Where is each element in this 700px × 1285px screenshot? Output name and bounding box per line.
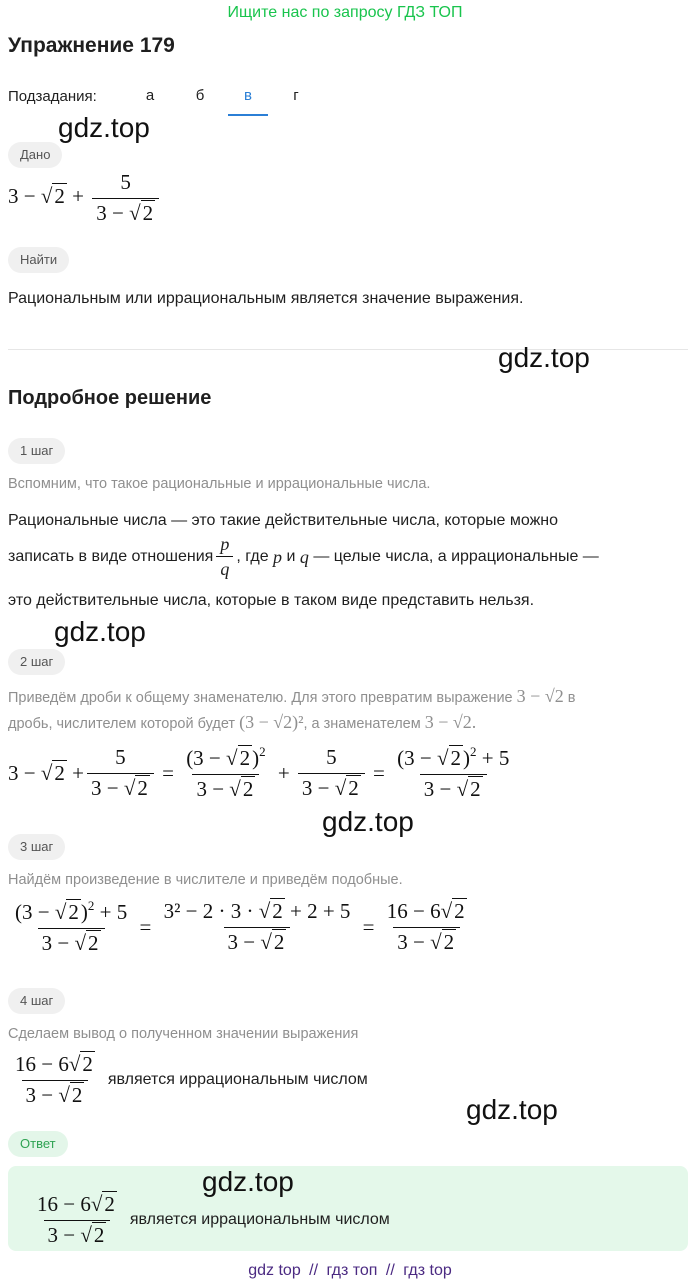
step1-chip: 1 шаг [8, 438, 65, 464]
plus-sign: + [72, 183, 84, 208]
footer-link-gdz-top-mixed[interactable]: гдз top [403, 1262, 452, 1279]
step1-line2: записать в виде отношения $\frac{p}{q}$ , где p и q — целые числа, а иррациональные — [8, 534, 599, 579]
tab-v[interactable]: в [228, 80, 268, 116]
step2-equation: 3 − √2 + $\frac{5}{3 - √2}$ = $\frac{(3 - √2)^2}{3 - √2}$ + $\frac{5}{3 - √2}$ = $\frac{(3 - √2)^2 + 5}{3 - √2}$ [8, 744, 510, 801]
watermark: gdz.top [202, 1166, 294, 1197]
watermark: gdz.top [322, 806, 414, 837]
tab-g[interactable]: г [293, 87, 299, 104]
step2-hint2: дробь, числителем которой будет (3 − √2)², а знаменателем 3 − √2. [8, 712, 477, 732]
find-chip: Найти [8, 247, 69, 273]
promo-banner: Ищите нас по запросу ГДЗ ТОП [227, 4, 463, 21]
subtabs-label: Подзадания: [8, 88, 97, 105]
step3-equation: $\frac{(3 - √2)^2 + 5}{3 - √2}$ = $\frac{\text{3² − 2 · 3 · √2 + 2 + 5}}{3 - √2}$ = $\frac{16 - 6√2}{3 - √2}$ [15, 898, 465, 955]
step3-chip: 3 шаг [8, 834, 65, 860]
step1-line1: Рациональные числа — это такие действительные числа, которые можно [8, 512, 559, 529]
step4-conclusion: $\frac{16 - 6√2}{3 - √2}$ является иррациональным числом [15, 1052, 368, 1107]
given-fraction: $\frac{5}{3 - √2}$ [92, 170, 159, 226]
watermark: gdz.top [498, 342, 590, 373]
given-chip: Дано [8, 142, 62, 168]
step2-chip: 2 шаг [8, 649, 65, 675]
step1-hint: Вспомним, что такое рациональные и иррациональные числа. [8, 476, 431, 492]
step4-chip: 4 шаг [8, 988, 65, 1014]
page-title: Упражнение 179 [8, 34, 175, 57]
watermark: gdz.top [466, 1094, 558, 1125]
watermark: gdz.top [58, 112, 150, 143]
answer-chip: Ответ [8, 1131, 68, 1157]
answer-conclusion: $\frac{16 - 6√2}{3 - √2}$ является иррациональным числом [37, 1192, 390, 1247]
step1-line3: это действительные числа, которые в таком виде представить нельзя. [8, 592, 535, 609]
step3-hint: Найдём произведение в числителе и приведём подобные. [8, 872, 403, 888]
tab-b[interactable]: б [195, 87, 205, 104]
footer-link-gdz-top-ru[interactable]: гдз топ [326, 1262, 378, 1279]
tab-a[interactable]: а [145, 87, 155, 104]
sqrt-icon: √2 [40, 183, 65, 208]
step4-hint: Сделаем вывод о полученном значении выражения [8, 1026, 359, 1042]
footer-links: gdz top // гдз топ // гдз top [248, 1262, 452, 1279]
footer-link-gdz-top[interactable]: gdz top [248, 1262, 301, 1279]
solution-heading: Подробное решение [8, 387, 212, 409]
given-expr-a: 3 − [8, 183, 36, 208]
find-text: Рациональным или иррациональным является значение выражения. [8, 290, 524, 307]
watermark: gdz.top [54, 616, 146, 647]
step2-hint1: Приведём дроби к общему знаменателю. Для этого превратим выражение 3 − √2 в [8, 686, 576, 706]
given-expression [8, 170, 162, 226]
